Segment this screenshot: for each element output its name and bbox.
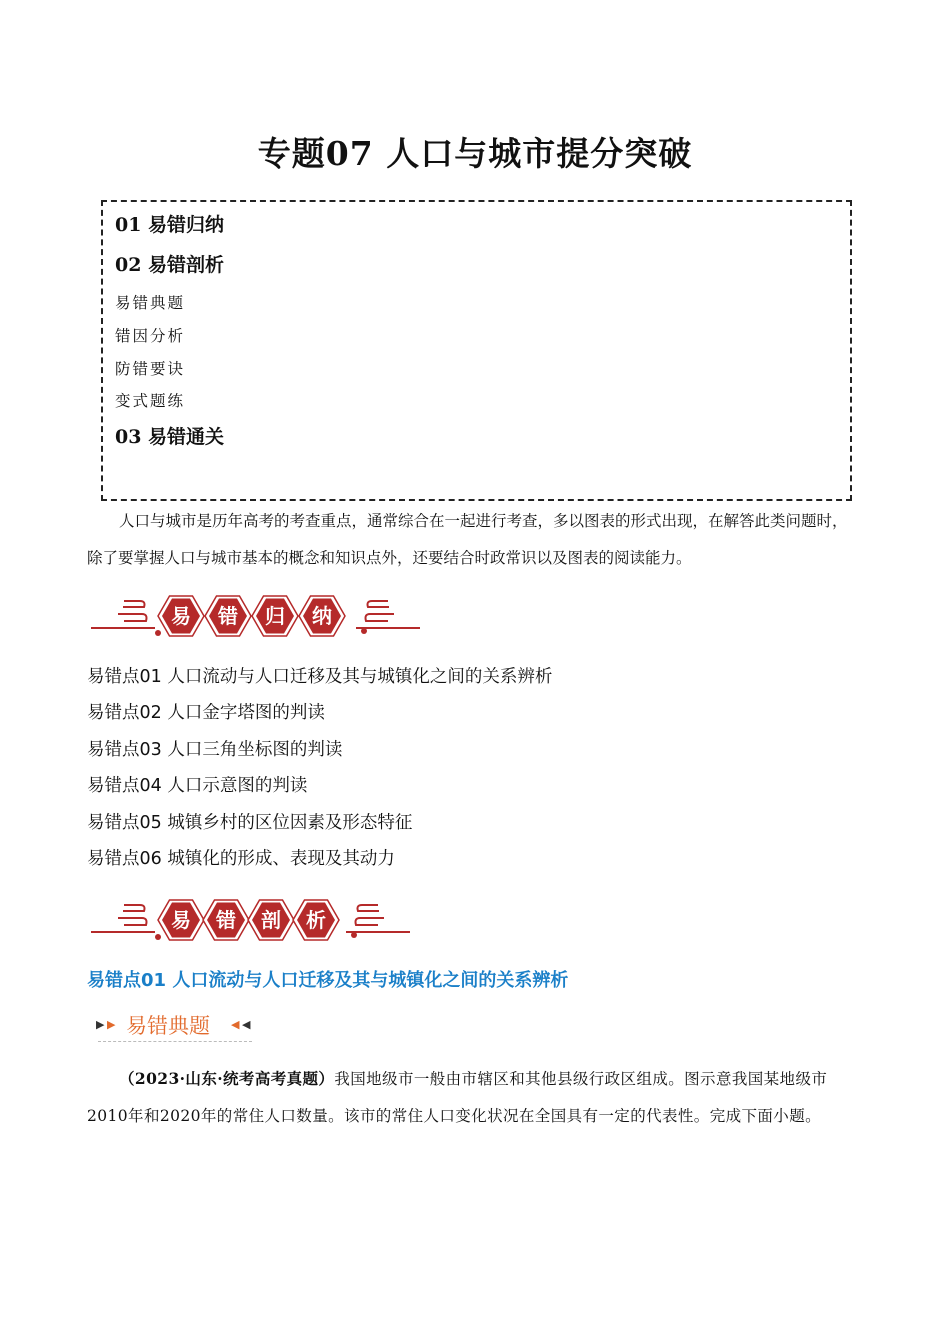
dot-left-icon xyxy=(155,630,161,636)
banner-yicuo-pouxi xyxy=(88,892,423,950)
cloud-ornament-left-icon xyxy=(91,601,155,628)
intro-paragraph: 人口与城市是历年高考的考查重点，通常综合在一起进行考查，多以图表的形式出现，在解答此类问题时，除了要掌握人口与城市基本的概念和知识点外，还要结合时政常识以及图表的阅读能力。 xyxy=(87,512,848,567)
list-item: 易错点01 人口流动与人口迁移及其与城镇化之间的关系辨析 xyxy=(87,667,553,687)
toc-sub-2[interactable]: 错因分析 xyxy=(115,327,186,345)
dot-left-icon xyxy=(155,934,161,940)
list-item: 易错点06 城镇化的形成、表现及其动力 xyxy=(87,848,395,869)
question-source: （2023·山东·统考高考真题） xyxy=(119,1069,335,1088)
triangle-right-icon: ▶ xyxy=(107,1018,116,1031)
toc-section-02[interactable]: 02 易错剖析 xyxy=(115,254,225,276)
banner-yicuo-guina xyxy=(88,588,423,646)
triangle-right-icon: ▶ xyxy=(96,1018,105,1031)
question-paragraph xyxy=(87,1060,859,1135)
section-heading: 易错点01 人口流动与人口迁移及其与城镇化之间的关系辨析 xyxy=(87,970,569,991)
cloud-ornament-right-icon xyxy=(356,601,420,628)
subheading-yicuo-diánti xyxy=(94,1008,259,1044)
dashed-underline xyxy=(98,1041,252,1042)
triangle-left-icon: ◀ xyxy=(231,1018,240,1031)
list-item: 易错点04 人口示意图的判读 xyxy=(87,776,308,797)
banner-char-4: 析 xyxy=(306,908,326,932)
question-text: 我国地级市一般由市辖区和其他县级行政区组成。图示意我国某地级市2010年和2020年的常住人口数量。该市的常住人口变化状况在全国具有一定的代表性。完成下面小题。 xyxy=(87,1070,828,1125)
banner-char-4: 纳 xyxy=(312,604,332,628)
banner-char-1: 易 xyxy=(171,908,191,932)
dot-right-icon xyxy=(361,628,367,634)
toc-sub-1[interactable]: 易错典题 xyxy=(115,294,186,312)
cloud-ornament-left-icon xyxy=(91,905,155,932)
banner-char-3: 剖 xyxy=(261,908,281,932)
banner-char-2: 错 xyxy=(216,908,236,932)
table-of-contents xyxy=(101,200,852,501)
toc-section-03[interactable]: 03 易错通关 xyxy=(115,426,225,448)
toc-section-01[interactable]: 01 易错归纳 xyxy=(115,214,225,236)
dot-right-icon xyxy=(351,932,357,938)
page-title: 专题07 人口与城市提分突破 xyxy=(257,134,693,173)
error-points-list xyxy=(87,662,552,880)
list-item: 易错点02 人口金字塔图的判读 xyxy=(87,703,325,724)
banner-char-1: 易 xyxy=(171,604,191,628)
toc-sub-3[interactable]: 防错要诀 xyxy=(115,360,186,378)
subheading-label: 易错典题 xyxy=(126,1014,210,1038)
banner-char-2: 错 xyxy=(218,604,238,628)
cloud-ornament-right-icon xyxy=(346,905,410,932)
list-item: 易错点03 人口三角坐标图的判读 xyxy=(87,739,343,760)
banner-char-3: 归 xyxy=(265,604,285,628)
toc-sub-4[interactable]: 变式题练 xyxy=(115,392,186,410)
triangle-left-icon: ◀ xyxy=(242,1018,251,1031)
list-item: 易错点05 城镇乡村的区位因素及形态特征 xyxy=(87,812,413,833)
